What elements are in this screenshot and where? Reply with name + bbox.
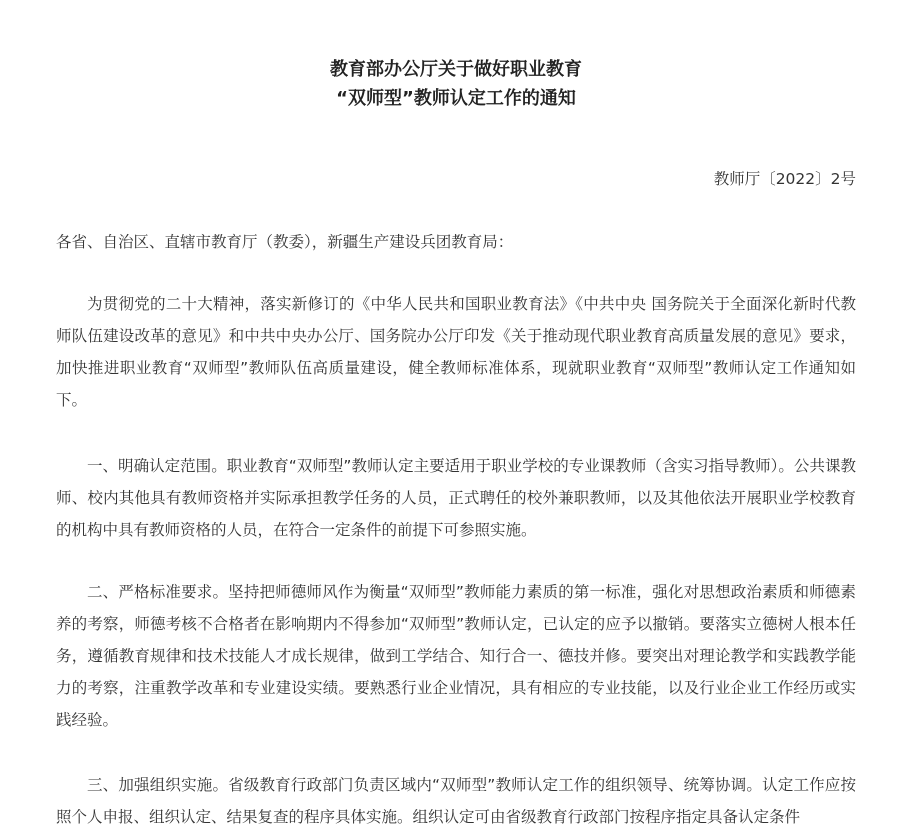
document-title [56,55,856,113]
salutation: 各省、自治区、直辖市教育厅（教委），新疆生产建设兵团教育局： [56,233,514,251]
paragraph-implementation: 三、加强组织实施。省级教育行政部门负责区域内“双师型”教师认定工作的组织领导、统筹协调。认定工作应按照个人申报、组织认定、结果复查的程序具体实施。组织认定可由省级教育行政部门按程序指定具备认定条件 [56,776,856,826]
title-line-1: 教育部办公厅关于做好职业教育 [330,59,582,80]
paragraph-scope: 一、明确认定范围。职业教育“双师型”教师认定主要适用于职业学校的专业课教师（含实习指导教师）。公共课教师、校内其他具有教师资格并实际承担教学任务的人员，正式聘任的校外兼职教师，以及其他依法开展职业学校教育的机构中具有教师资格的人员，在符合一定条件的前提下可参照实施。 [56,457,856,539]
document-number: 教师厅〔2022〕2号 [713,170,856,188]
paragraph-intro: 为贯彻党的二十大精神，落实新修订的《中华人民共和国职业教育法》《中共中央 国务院关于全面深化新时代教师队伍建设改革的意见》和中共中央办公厅、国务院办公厅印发《关于推动现代职业教育高质量发展的意见》要求，加快推进职业教育“双师型”教师队伍高质量建设，健全教师标准体系，现就职业教育“双师型”教师认定工作通知如下。 [56,295,856,409]
paragraph-standards: 二、严格标准要求。坚持把师德师风作为衡量“双师型”教师能力素质的第一标准，强化对思想政治素质和师德素养的考察，师德考核不合格者在影响期内不得参加“双师型”教师认定，已认定的应予以撤销。要落实立德树人根本任务，遵循教育规律和技术技能人才成长规律，做到工学结合、知行合一、德技并修。要突出对理论教学和实践教学能力的考察，注重教学改革和专业建设实绩。要熟悉行业企业情况，具有相应的专业技能，以及行业企业工作经历或实践经验。 [56,583,856,729]
title-line-2: “双师型”教师认定工作的通知 [336,88,576,109]
